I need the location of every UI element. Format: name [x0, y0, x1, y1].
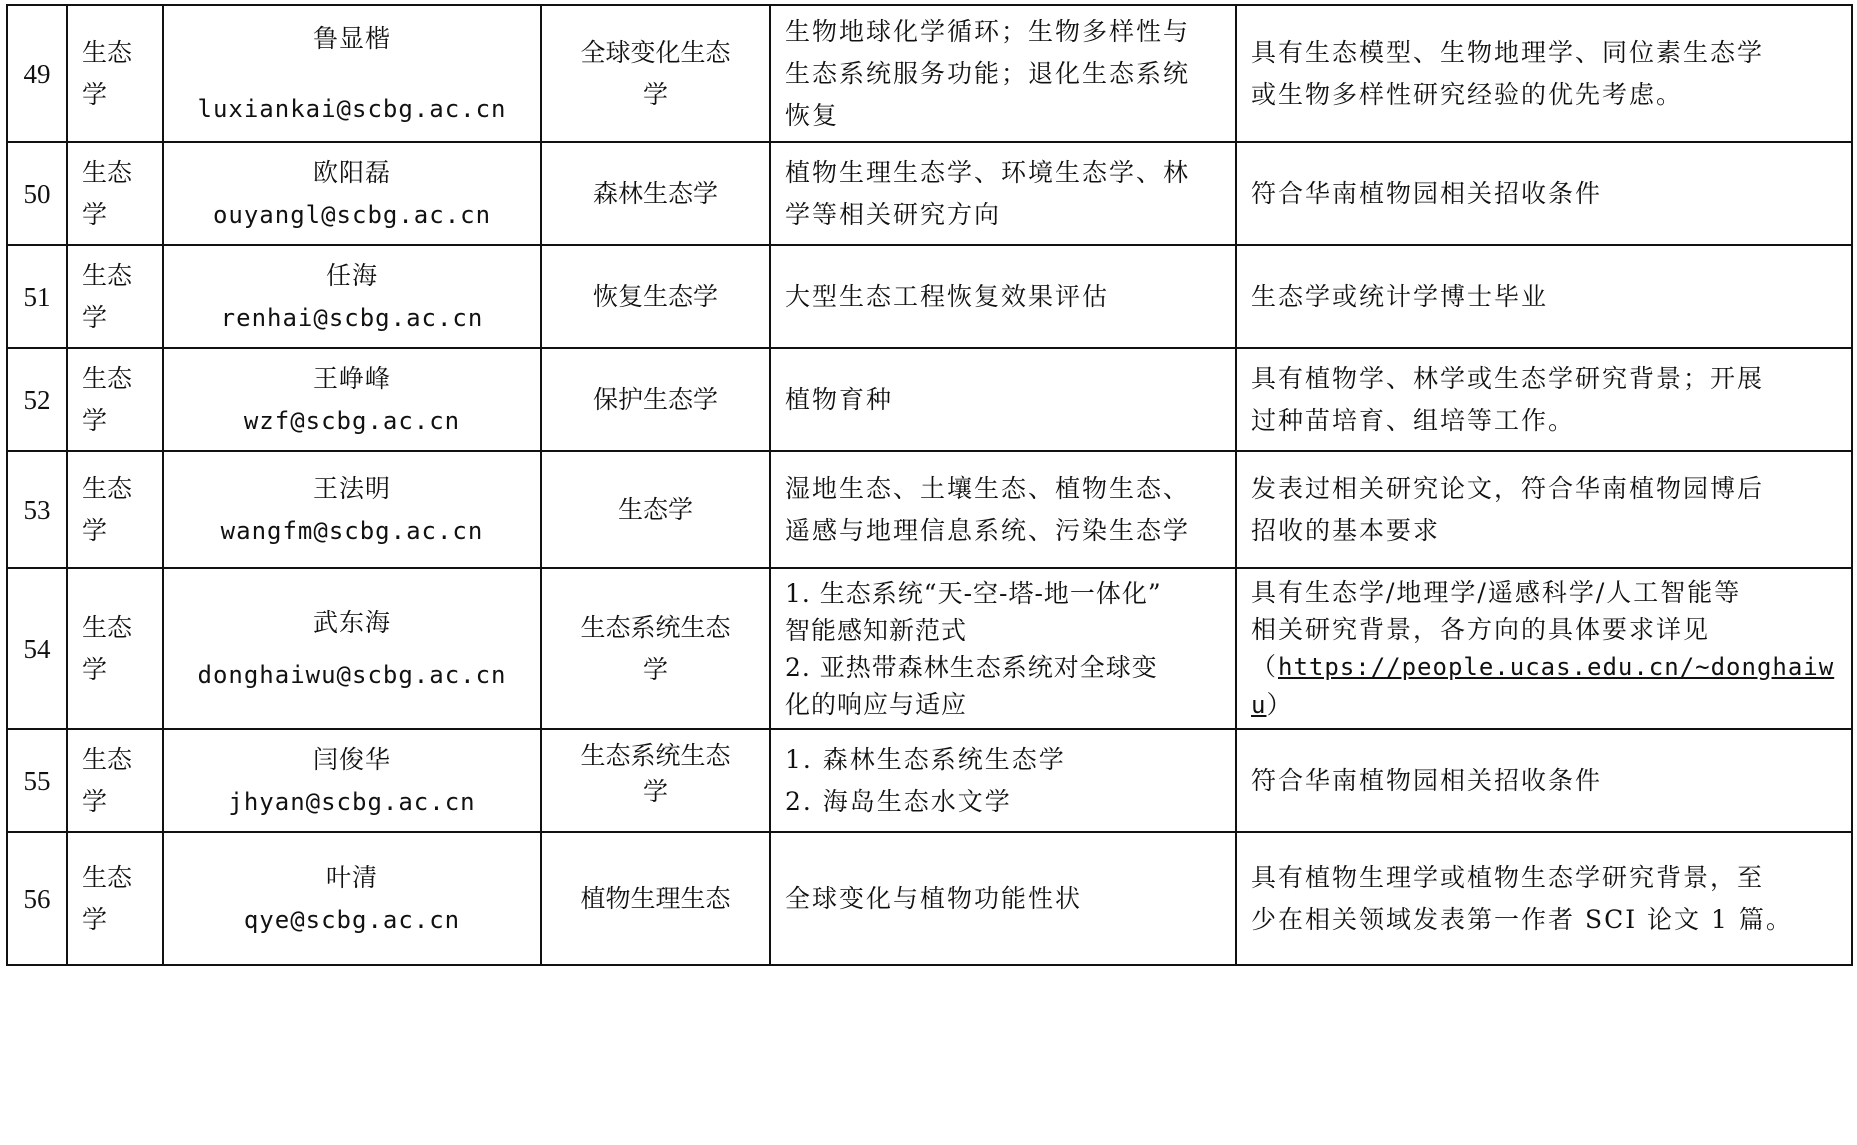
supervisor-email: luxiankai@scbg.ac.cn: [197, 94, 507, 123]
research-line: 生态系统服务功能；退化生态系统: [785, 58, 1191, 88]
row-number: 52: [7, 348, 67, 451]
discipline-cell: 生态学: [67, 568, 163, 729]
direction-line: 学: [642, 79, 668, 109]
direction-cell: [541, 568, 770, 729]
requirements-cell: [1236, 832, 1852, 965]
supervisor-cell: [163, 142, 541, 245]
discipline-cell: 生态学: [67, 832, 163, 965]
discipline-cell: 生态学: [67, 451, 163, 568]
supervisor-name: 王峥峰: [312, 363, 391, 393]
direction-line: 全球变化生态: [580, 37, 731, 67]
supervisor-name: 叶清: [325, 862, 378, 892]
table-row: [7, 568, 1852, 729]
supervisor-cell: [163, 832, 541, 965]
direction-line: 生态系统生态: [580, 741, 731, 770]
discipline-cell: 生态学: [67, 348, 163, 451]
research-line: 2. 亚热带森林生态系统对全球变: [785, 652, 1158, 682]
direction-cell: [541, 245, 770, 348]
requirement-link-line: [1251, 648, 1843, 724]
supervisor-name: 欧阳磊: [312, 157, 391, 187]
row-number: 53: [7, 451, 67, 568]
requirement-line: 少在相关领域发表第一作者 SCI 论文 1 篇。: [1251, 904, 1793, 934]
row-number: 54: [7, 568, 67, 729]
requirements-cell: [1236, 5, 1852, 142]
requirements-cell: [1236, 348, 1852, 451]
direction-line: 保护生态学: [592, 384, 718, 414]
supervisor-email: wangfm@scbg.ac.cn: [220, 516, 484, 545]
requirement-line: 具有植物生理学或植物生态学研究背景，至: [1251, 862, 1765, 892]
homepage-link[interactable]: https://people.ucas.edu.cn/~donghaiwu: [1251, 652, 1835, 719]
supervisor-cell: [163, 451, 541, 568]
research-line: 1. 生态系统“天-空-塔-地一体化”: [785, 578, 1162, 608]
requirement-line: 招收的基本要求: [1251, 515, 1441, 545]
requirement-line: 符合华南植物园相关招收条件: [1251, 178, 1603, 208]
discipline-cell: 生态学: [67, 5, 163, 142]
research-line: 1. 森林生态系统生态学: [785, 744, 1066, 774]
requirements-cell: [1236, 142, 1852, 245]
table-row: [7, 832, 1852, 965]
link-close-paren: ）: [1266, 689, 1294, 719]
supervisor-cell: [163, 348, 541, 451]
supervisor-name: 任海: [325, 260, 378, 290]
clipped-text-fragment: [554, 810, 757, 826]
research-cell: [770, 568, 1236, 729]
direction-cell: [541, 832, 770, 965]
research-line: 智能感知新范式: [785, 615, 968, 645]
requirement-line: 发表过相关研究论文，符合华南植物园博后: [1251, 473, 1765, 503]
requirement-line: 具有生态模型、生物地理学、同位素生态学: [1251, 37, 1765, 67]
requirement-line: 相关研究背景，各方向的具体要求详见: [1251, 614, 1711, 644]
table-row: [7, 729, 1852, 832]
research-line: 学等相关研究方向: [785, 199, 1002, 229]
research-line: 恢复: [785, 100, 840, 130]
supervisor-name: 武东海: [312, 607, 391, 637]
supervisor-cell: [163, 568, 541, 729]
research-cell: [770, 245, 1236, 348]
direction-line: 植物生理生态: [580, 883, 731, 913]
supervisor-email: ouyangl@scbg.ac.cn: [212, 200, 492, 229]
direction-line: 学: [642, 777, 668, 806]
research-line: 遥感与地理信息系统、污染生态学: [785, 515, 1191, 545]
supervisor-cell: [163, 5, 541, 142]
research-line: 湿地生态、土壤生态、植物生态、: [785, 473, 1191, 503]
row-number: 49: [7, 5, 67, 142]
research-cell: [770, 729, 1236, 832]
direction-line: 生态系统生态: [580, 612, 731, 642]
research-cell: [770, 142, 1236, 245]
research-cell: [770, 348, 1236, 451]
research-line: 2. 海岛生态水文学: [785, 786, 1012, 816]
supervisor-name: 鲁显楷: [312, 23, 391, 53]
requirement-line: 生态学或统计学博士毕业: [1251, 281, 1549, 311]
research-line: 大型生态工程恢复效果评估: [785, 281, 1110, 311]
row-number: 55: [7, 729, 67, 832]
supervisor-table: [6, 4, 1853, 966]
research-line: 全球变化与植物功能性状: [785, 883, 1083, 913]
requirements-cell: [1236, 245, 1852, 348]
research-line: 植物生理生态学、环境生态学、林: [785, 157, 1191, 187]
direction-cell: [541, 5, 770, 142]
table-row: [7, 451, 1852, 568]
supervisor-name: 闫俊华: [312, 744, 391, 774]
recruitment-table-page: [6, 4, 1851, 966]
table-row: [7, 5, 1852, 142]
row-number: 51: [7, 245, 67, 348]
discipline-cell: 生态学: [67, 245, 163, 348]
research-cell: [770, 832, 1236, 965]
supervisor-cell: [163, 245, 541, 348]
supervisor-email: donghaiwu@scbg.ac.cn: [197, 660, 507, 689]
discipline-cell: 生态学: [67, 729, 163, 832]
supervisor-email: renhai@scbg.ac.cn: [220, 303, 484, 332]
direction-cell: [541, 729, 770, 832]
direction-cell: [541, 142, 770, 245]
table-row: [7, 348, 1852, 451]
requirements-cell: [1236, 451, 1852, 568]
row-number: 56: [7, 832, 67, 965]
direction-cell: [541, 348, 770, 451]
supervisor-cell: [163, 729, 541, 832]
requirement-line: 过种苗培育、组培等工作。: [1251, 405, 1576, 435]
requirement-line: 或生物多样性研究经验的优先考虑。: [1251, 79, 1684, 109]
requirement-line: 符合华南植物园相关招收条件: [1251, 765, 1603, 795]
requirements-cell: [1236, 729, 1852, 832]
research-line: 化的响应与适应: [785, 689, 968, 719]
direction-line: 学: [642, 654, 668, 684]
direction-line: 森林生态学: [592, 178, 718, 208]
requirement-line: 具有生态学/地理学/遥感科学/人工智能等: [1251, 577, 1742, 607]
table-row: [7, 142, 1852, 245]
requirements-cell: [1236, 568, 1852, 729]
row-number: 50: [7, 142, 67, 245]
research-cell: [770, 5, 1236, 142]
supervisor-email: qye@scbg.ac.cn: [243, 905, 461, 934]
direction-line: 生态学: [617, 494, 693, 524]
research-line: 生物地球化学循环；生物多样性与: [785, 16, 1191, 46]
table-row: [7, 245, 1852, 348]
research-line: 植物育种: [785, 384, 894, 414]
direction-cell: [541, 451, 770, 568]
supervisor-name: 王法明: [312, 473, 391, 503]
supervisor-email: wzf@scbg.ac.cn: [243, 406, 461, 435]
direction-line: 恢复生态学: [592, 281, 718, 311]
discipline-cell: 生态学: [67, 142, 163, 245]
requirement-line: 具有植物学、林学或生态学研究背景；开展: [1251, 363, 1765, 393]
research-cell: [770, 451, 1236, 568]
link-open-paren: （: [1251, 651, 1279, 681]
supervisor-email: jhyan@scbg.ac.cn: [228, 787, 476, 816]
